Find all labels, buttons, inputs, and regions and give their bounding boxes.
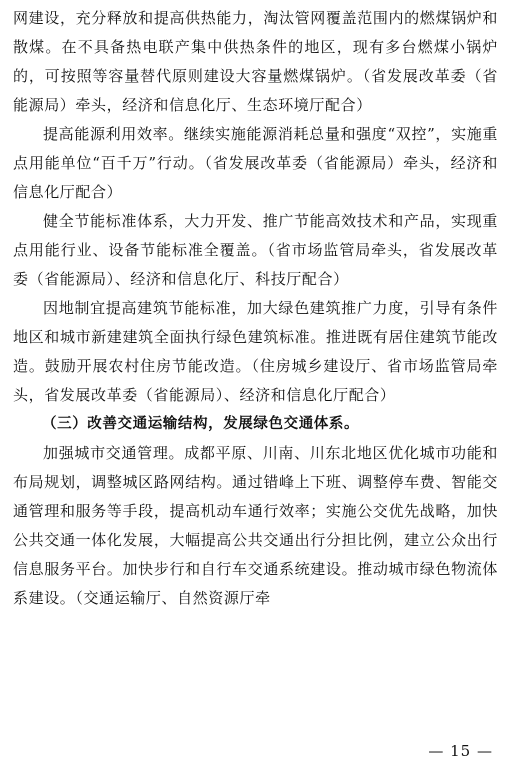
paragraph-urban-traffic: 加强城市交通管理。成都平原、川南、川东北地区优化城市功能和布局规划，调整城区路网结构。通过错峰上下班、调整停车费、智能交通管理和服务等手段，提高机动车通行效率；实施公交优先战略，加快公共交通一体化发展，大幅提高公共交通出行分担比例，建立公众出行信息服务平台。加快步行和自行车交通系统建设。推动城市绿色物流体系建设。（交通运输厅、自然资源厅牵 [13, 444, 498, 607]
paragraph-building-efficiency: 因地制宜提高建筑节能标准，加大绿色建筑推广力度，引导有条件地区和城市新建建筑全面执行绿色建筑标准。推进既有居住建筑节能改造。鼓励开展农村住房节能改造。（住房城乡建设厅、省市场监管局牵头，省发展改革委（省能源局）、经济和信息化厅配合） [13, 299, 498, 404]
paragraph-energy-efficiency: 提高能源利用效率。继续实施能源消耗总量和强度“双控”，实施重点用能单位“百千万”行动。（省发展改革委（省能源局）牵头，经济和信息化厅配合） [13, 125, 498, 201]
paragraph-heat-network: 网建设，充分释放和提高供热能力，淘汰管网覆盖范围内的燃煤锅炉和散煤。在不具备热电联产集中供热条件的地区，现有多台燃煤小锅炉的，可按照等容量替代原则建设大容量燃煤锅炉。（省发展改革委（省能源局）牵头，经济和信息化厅、生态环境厅配合） [13, 9, 498, 114]
page-number: — 15 — [428, 742, 493, 760]
section-heading: （三）改善交通运输结构，发展绿色交通体系。 [42, 416, 360, 432]
paragraph-energy-standards: 健全节能标准体系，大力开发、推广节能高效技术和产品，实现重点用能行业、设备节能标准全覆盖。（省市场监管局牵头，省发展改革委（省能源局）、经济和信息化厅、科技厅配合） [13, 212, 498, 288]
